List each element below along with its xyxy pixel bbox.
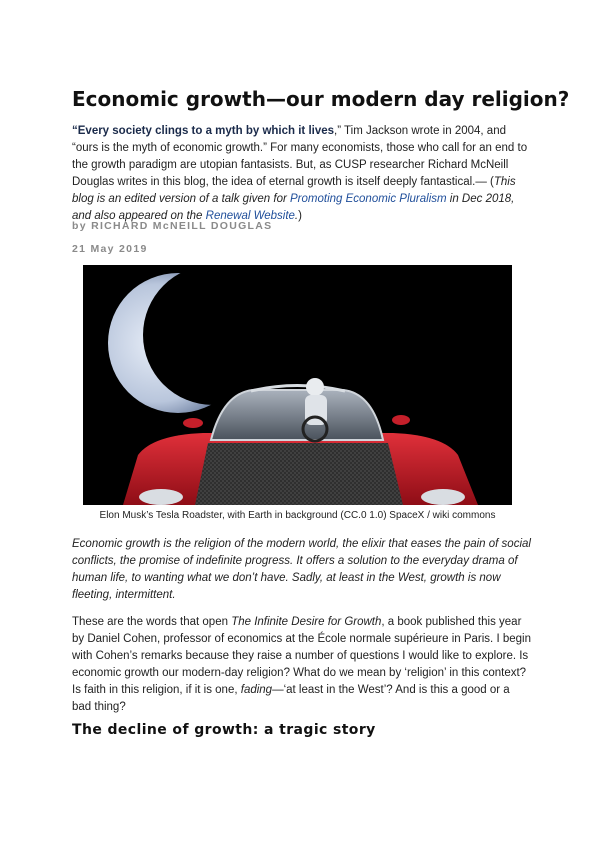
book-title: The Infinite Desire for Growth: [231, 616, 382, 628]
promoting-economic-pluralism-link[interactable]: Promoting Economic Pluralism: [290, 193, 447, 205]
tesla-roadster-earth-illustration: [83, 265, 512, 505]
body-paragraph: [72, 614, 532, 716]
intro-quote-open: “: [72, 125, 78, 137]
article-figure-image: [83, 265, 512, 505]
intro-note-text-2: in Dec 2018, and also appeared on the: [72, 193, 515, 222]
publish-date: 21 May 2019: [72, 243, 148, 255]
intro-close-paren: ): [298, 210, 302, 222]
body-emphasis-fading: fading: [240, 684, 273, 696]
body-text-2: , a book published this year by Daniel Cohen, professor of economics at the École normale supérieure in Paris. I begin with Cohen’s remarks because they raise a number of questions I would like to explore. Is economic growth our modern-day religion? What do we mean by ‘religion’ in this context? Is faith in this religion, if it is one,: [72, 616, 531, 696]
byline: by RICHARD McNEILL DOUGLAS: [72, 220, 273, 232]
intro-note-text-3: .: [294, 210, 299, 222]
figure-caption: Elon Musk’s Tesla Roadster, with Earth in background (CC.0 1.0) SpaceX / wiki commons: [99, 510, 496, 521]
intro-text: ,” Tim Jackson wrote in 2004, and “ours is the myth of economic growth.” For many economists, those who call for an end to the growth paradigm are utopian fantasists. But, as CUSP researcher Richard McNeill Douglas writes in this blog, the idea of eternal growth is itself deeply fantastical.— (: [72, 125, 528, 188]
intro-quote-highlight[interactable]: Every society clings to a myth by which it lives: [77, 125, 335, 137]
intro-paragraph: [72, 123, 532, 225]
renewal-website-link[interactable]: Renewal Website: [205, 210, 295, 222]
section-heading: The decline of growth: a tragic story: [72, 722, 376, 738]
body-text-3: —‘at least in the West’? And is this a good or a bad thing?: [72, 684, 510, 713]
intro-note-text-1: This blog is an edited version of a talk given for: [72, 176, 516, 205]
opening-quote-paragraph: Economic growth is the religion of the modern world, the elixir that eases the pain of social conflicts, the promise of indefinite progress. It offers a solution to the everyday drama of human life, to wanting what we don’t have. Sadly, at least in the West, growth is now fleeting, intermittent.: [72, 538, 531, 601]
body-text-1: These are the words that open: [72, 616, 232, 628]
article-title: Economic growth—our modern day religion?: [72, 87, 570, 111]
